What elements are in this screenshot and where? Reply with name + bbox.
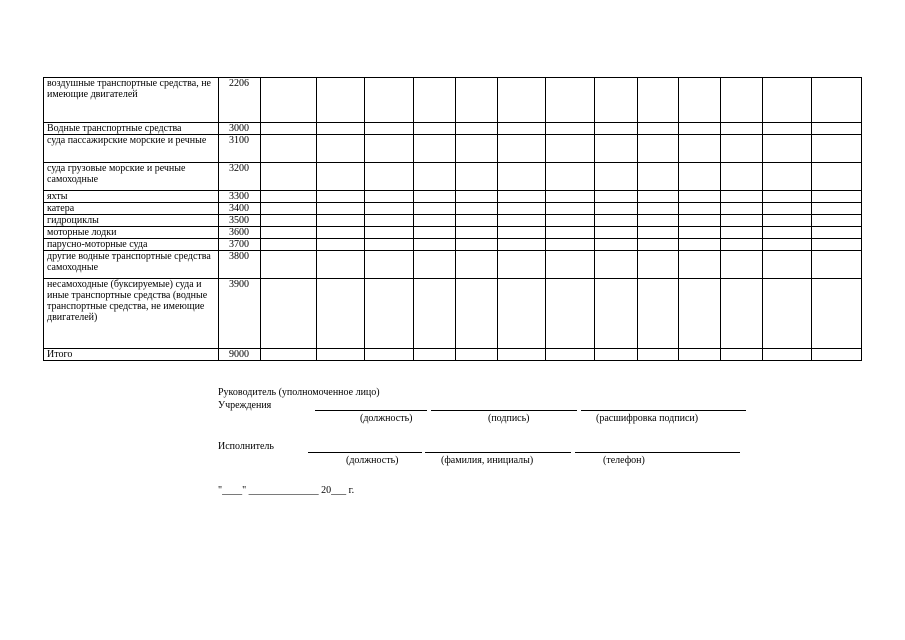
empty-value-cell — [414, 191, 456, 203]
empty-value-cell — [261, 349, 317, 361]
form-table-body — [44, 78, 862, 361]
empty-value-cell — [721, 191, 763, 203]
empty-value-cell — [498, 279, 546, 349]
empty-value-cell — [763, 163, 812, 191]
empty-value-cell — [812, 163, 862, 191]
executor-label: Исполнитель — [218, 441, 274, 452]
executor-position-caption: (должность) — [346, 455, 399, 466]
empty-value-cell — [414, 215, 456, 227]
executor-phone-line — [575, 452, 740, 453]
empty-value-cell — [763, 191, 812, 203]
empty-value-cell — [414, 123, 456, 135]
empty-value-cell — [638, 215, 679, 227]
table-row — [44, 215, 862, 227]
empty-value-cell — [261, 78, 317, 123]
empty-value-cell — [261, 163, 317, 191]
empty-value-cell — [638, 227, 679, 239]
empty-value-cell — [679, 78, 721, 123]
empty-value-cell — [595, 203, 638, 215]
empty-value-cell — [679, 279, 721, 349]
empty-value-cell — [679, 191, 721, 203]
empty-value-cell — [638, 251, 679, 279]
empty-value-cell — [317, 135, 365, 163]
empty-value-cell — [638, 239, 679, 251]
empty-value-cell — [261, 227, 317, 239]
table-row — [44, 163, 862, 191]
empty-value-cell — [261, 191, 317, 203]
row-name-cell: суда пассажирские морские и речные — [44, 135, 219, 163]
row-name-cell: катера — [44, 203, 219, 215]
empty-value-cell — [763, 239, 812, 251]
row-code-cell: 3800 — [219, 251, 261, 279]
table-row — [44, 349, 862, 361]
empty-value-cell — [812, 239, 862, 251]
empty-value-cell — [812, 215, 862, 227]
empty-value-cell — [261, 203, 317, 215]
row-code-cell: 3500 — [219, 215, 261, 227]
empty-value-cell — [763, 123, 812, 135]
empty-value-cell — [365, 251, 414, 279]
row-name-cell: Водные транспортные средства — [44, 123, 219, 135]
table-row — [44, 123, 862, 135]
empty-value-cell — [595, 78, 638, 123]
executor-position-line — [308, 452, 422, 453]
empty-value-cell — [456, 239, 498, 251]
empty-value-cell — [812, 78, 862, 123]
head-position-line — [315, 410, 427, 411]
empty-value-cell — [763, 251, 812, 279]
empty-value-cell — [812, 123, 862, 135]
row-code-cell: 3100 — [219, 135, 261, 163]
empty-value-cell — [414, 203, 456, 215]
empty-value-cell — [414, 78, 456, 123]
row-name-cell: суда грузовые морские и речные самоходные — [44, 163, 219, 191]
empty-value-cell — [679, 215, 721, 227]
empty-value-cell — [498, 227, 546, 239]
empty-value-cell — [261, 239, 317, 251]
head-title-line2: Учреждения — [218, 400, 272, 411]
empty-value-cell — [498, 78, 546, 123]
empty-value-cell — [595, 279, 638, 349]
empty-value-cell — [679, 251, 721, 279]
empty-value-cell — [721, 215, 763, 227]
empty-value-cell — [721, 203, 763, 215]
empty-value-cell — [498, 163, 546, 191]
empty-value-cell — [721, 135, 763, 163]
empty-value-cell — [812, 203, 862, 215]
empty-value-cell — [595, 215, 638, 227]
row-name-cell: другие водные транспортные средства самоходные — [44, 251, 219, 279]
empty-value-cell — [679, 227, 721, 239]
empty-value-cell — [546, 251, 595, 279]
empty-value-cell — [721, 123, 763, 135]
table-row — [44, 279, 862, 349]
empty-value-cell — [498, 123, 546, 135]
empty-value-cell — [721, 349, 763, 361]
empty-value-cell — [812, 191, 862, 203]
table-row — [44, 135, 862, 163]
empty-value-cell — [365, 239, 414, 251]
head-signature-caption: (подпись) — [488, 413, 530, 424]
empty-value-cell — [414, 349, 456, 361]
table-row — [44, 78, 862, 123]
empty-value-cell — [317, 239, 365, 251]
empty-value-cell — [261, 251, 317, 279]
empty-value-cell — [763, 203, 812, 215]
executor-name-line — [425, 452, 571, 453]
form-table — [43, 77, 862, 361]
empty-value-cell — [456, 251, 498, 279]
empty-value-cell — [365, 191, 414, 203]
empty-value-cell — [365, 215, 414, 227]
empty-value-cell — [456, 227, 498, 239]
empty-value-cell — [679, 163, 721, 191]
empty-value-cell — [414, 135, 456, 163]
empty-value-cell — [595, 239, 638, 251]
empty-value-cell — [261, 215, 317, 227]
empty-value-cell — [763, 78, 812, 123]
empty-value-cell — [456, 203, 498, 215]
empty-value-cell — [365, 227, 414, 239]
empty-value-cell — [638, 123, 679, 135]
empty-value-cell — [763, 349, 812, 361]
table-row — [44, 203, 862, 215]
empty-value-cell — [456, 135, 498, 163]
row-name-cell: Итого — [44, 349, 219, 361]
empty-value-cell — [595, 227, 638, 239]
empty-value-cell — [365, 163, 414, 191]
row-name-cell: моторные лодки — [44, 227, 219, 239]
head-signature-line — [431, 410, 577, 411]
executor-name-caption: (фамилия, инициалы) — [441, 455, 534, 466]
empty-value-cell — [456, 123, 498, 135]
empty-value-cell — [365, 135, 414, 163]
empty-value-cell — [546, 78, 595, 123]
row-code-cell: 3900 — [219, 279, 261, 349]
empty-value-cell — [638, 163, 679, 191]
empty-value-cell — [721, 279, 763, 349]
empty-value-cell — [595, 191, 638, 203]
row-code-cell: 9000 — [219, 349, 261, 361]
empty-value-cell — [317, 191, 365, 203]
empty-value-cell — [546, 163, 595, 191]
empty-value-cell — [456, 349, 498, 361]
empty-value-cell — [498, 191, 546, 203]
empty-value-cell — [721, 227, 763, 239]
row-name-cell: гидроциклы — [44, 215, 219, 227]
table-row — [44, 227, 862, 239]
empty-value-cell — [595, 349, 638, 361]
empty-value-cell — [498, 203, 546, 215]
empty-value-cell — [456, 279, 498, 349]
empty-value-cell — [498, 251, 546, 279]
executor-phone-caption: (телефон) — [603, 455, 645, 466]
empty-value-cell — [595, 123, 638, 135]
empty-value-cell — [365, 78, 414, 123]
empty-value-cell — [721, 78, 763, 123]
empty-value-cell — [414, 239, 456, 251]
empty-value-cell — [317, 123, 365, 135]
empty-value-cell — [546, 135, 595, 163]
empty-value-cell — [456, 215, 498, 227]
empty-value-cell — [638, 349, 679, 361]
row-name-cell: воздушные транспортные средства, не имеющие двигателей — [44, 78, 219, 123]
empty-value-cell — [365, 203, 414, 215]
head-decoding-caption: (расшифровка подписи) — [596, 413, 699, 424]
empty-value-cell — [763, 279, 812, 349]
empty-value-cell — [721, 163, 763, 191]
empty-value-cell — [546, 227, 595, 239]
empty-value-cell — [317, 279, 365, 349]
row-name-cell: парусно-моторные суда — [44, 239, 219, 251]
empty-value-cell — [498, 135, 546, 163]
empty-value-cell — [414, 251, 456, 279]
row-code-cell: 3600 — [219, 227, 261, 239]
empty-value-cell — [679, 349, 721, 361]
empty-value-cell — [365, 123, 414, 135]
empty-value-cell — [317, 215, 365, 227]
head-position-caption: (должность) — [360, 413, 413, 424]
empty-value-cell — [679, 239, 721, 251]
row-code-cell: 2206 — [219, 78, 261, 123]
empty-value-cell — [812, 251, 862, 279]
empty-value-cell — [812, 227, 862, 239]
table-row — [44, 251, 862, 279]
empty-value-cell — [638, 203, 679, 215]
empty-value-cell — [546, 279, 595, 349]
empty-value-cell — [638, 135, 679, 163]
table-row — [44, 191, 862, 203]
row-code-cell: 3000 — [219, 123, 261, 135]
empty-value-cell — [638, 78, 679, 123]
empty-value-cell — [679, 123, 721, 135]
empty-value-cell — [679, 135, 721, 163]
row-code-cell: 3700 — [219, 239, 261, 251]
table-row — [44, 239, 862, 251]
empty-value-cell — [546, 123, 595, 135]
empty-value-cell — [638, 279, 679, 349]
empty-value-cell — [498, 215, 546, 227]
row-name-cell: яхты — [44, 191, 219, 203]
empty-value-cell — [317, 349, 365, 361]
empty-value-cell — [365, 279, 414, 349]
empty-value-cell — [365, 349, 414, 361]
empty-value-cell — [317, 163, 365, 191]
empty-value-cell — [812, 135, 862, 163]
empty-value-cell — [498, 239, 546, 251]
empty-value-cell — [638, 191, 679, 203]
empty-value-cell — [595, 135, 638, 163]
empty-value-cell — [546, 349, 595, 361]
empty-value-cell — [812, 349, 862, 361]
row-code-cell: 3300 — [219, 191, 261, 203]
empty-value-cell — [595, 251, 638, 279]
empty-value-cell — [721, 239, 763, 251]
empty-value-cell — [414, 227, 456, 239]
empty-value-cell — [546, 203, 595, 215]
empty-value-cell — [498, 349, 546, 361]
empty-value-cell — [414, 279, 456, 349]
empty-value-cell — [595, 163, 638, 191]
row-name-cell: несамоходные (буксируемые) суда и иные транспортные средства (водные транспортные средства, не имеющие двигателей) — [44, 279, 219, 349]
empty-value-cell — [546, 215, 595, 227]
empty-value-cell — [456, 191, 498, 203]
empty-value-cell — [317, 251, 365, 279]
empty-value-cell — [546, 239, 595, 251]
empty-value-cell — [546, 191, 595, 203]
empty-value-cell — [721, 251, 763, 279]
date-line: "____" ______________ 20___ г. — [218, 485, 355, 496]
empty-value-cell — [317, 203, 365, 215]
row-code-cell: 3400 — [219, 203, 261, 215]
empty-value-cell — [456, 163, 498, 191]
head-title-line1: Руководитель (уполномоченное лицо) — [218, 387, 380, 398]
empty-value-cell — [261, 123, 317, 135]
empty-value-cell — [317, 78, 365, 123]
empty-value-cell — [679, 203, 721, 215]
empty-value-cell — [317, 227, 365, 239]
empty-value-cell — [763, 135, 812, 163]
empty-value-cell — [812, 279, 862, 349]
empty-value-cell — [414, 163, 456, 191]
empty-value-cell — [763, 227, 812, 239]
row-code-cell: 3200 — [219, 163, 261, 191]
empty-value-cell — [456, 78, 498, 123]
empty-value-cell — [261, 279, 317, 349]
head-decoding-line — [581, 410, 746, 411]
empty-value-cell — [261, 135, 317, 163]
empty-value-cell — [763, 215, 812, 227]
